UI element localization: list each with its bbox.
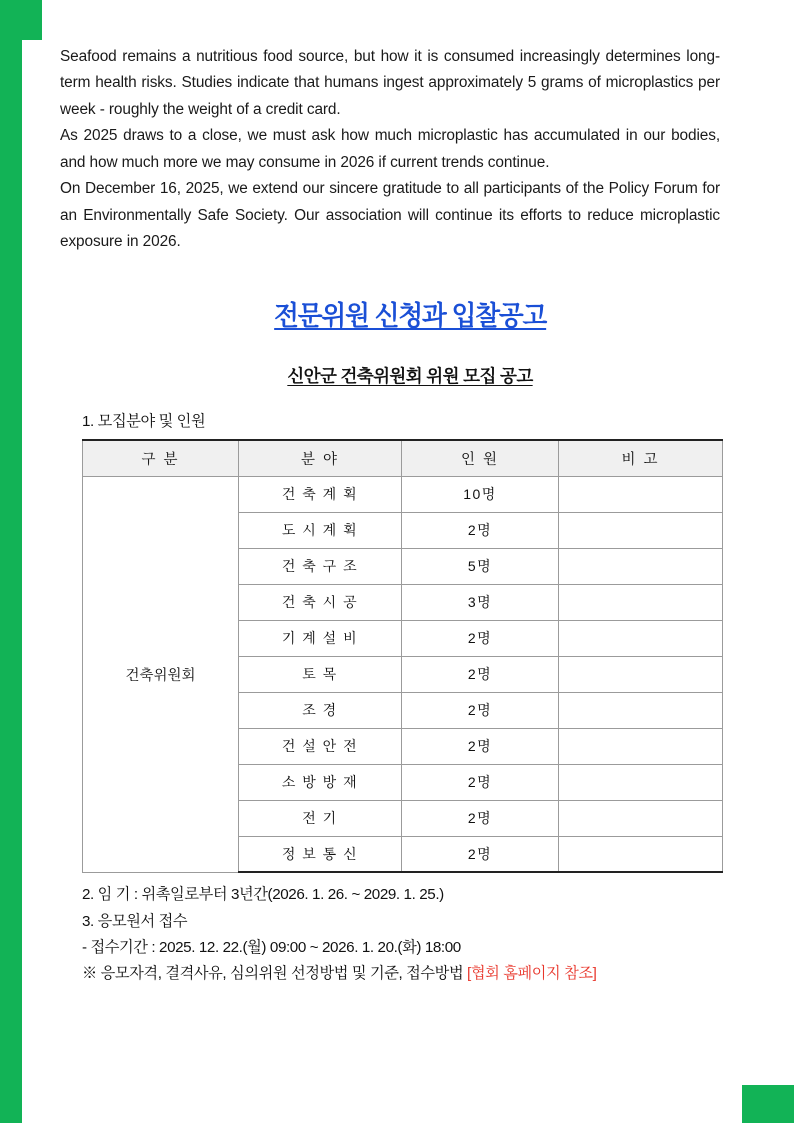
- table-cell-note: [559, 728, 723, 764]
- notice-subtitle-text: 신안군 건축위원회 위원 모집 공고: [287, 365, 533, 386]
- table-cell-count: 2명: [402, 512, 559, 548]
- table-cell-note: [559, 476, 723, 512]
- table-cell-field: 토 목: [239, 656, 402, 692]
- table-cell-note: [559, 764, 723, 800]
- intro-paragraph-2: As 2025 draws to a close, we must ask how much microplastic has accumulated in our bodies, and how much more we may consume in 2026 if current trends continue.: [60, 127, 720, 171]
- notice-reference-line: [82, 961, 760, 987]
- table-cell-note: [559, 584, 723, 620]
- recruitment-table: [82, 439, 723, 873]
- table-cell-category: 건축위원회: [83, 476, 239, 872]
- table-cell-field: 기 계 설 비: [239, 620, 402, 656]
- table-cell-note: [559, 836, 723, 872]
- table-cell-count: 2명: [402, 800, 559, 836]
- table-row: [83, 476, 723, 512]
- section-1-label: 1. 모집분야 및 인원: [82, 412, 206, 430]
- table-cell-field: 소 방 방 재: [239, 764, 402, 800]
- table-cell-field: 조 경: [239, 692, 402, 728]
- table-col-note: 비 고: [559, 440, 723, 476]
- notice-reference-text: ※ 응모자격, 결격사유, 심의위원 선정방법 및 기준, 접수방법: [82, 964, 468, 982]
- table-cell-note: [559, 620, 723, 656]
- table-cell-field: 도 시 계 획: [239, 512, 402, 548]
- table-cell-count: 2명: [402, 728, 559, 764]
- table-col-field: 분 야: [239, 440, 402, 476]
- decor-left-bar: [0, 40, 22, 1123]
- table-cell-field: 건 설 안 전: [239, 728, 402, 764]
- table-header-row: [83, 440, 723, 476]
- table-cell-note: [559, 656, 723, 692]
- document-page: [60, 0, 760, 1123]
- table-cell-count: 3명: [402, 584, 559, 620]
- notice-reference-link[interactable]: [협회 홈페이지 참조]: [467, 964, 597, 982]
- decor-top-left-block: [0, 0, 42, 40]
- table-cell-note: [559, 692, 723, 728]
- table-col-division: 구 분: [83, 440, 239, 476]
- intro-paragraph-3: On December 16, 2025, we extend our sincere gratitude to all participants of the Policy Forum for an Environmentally Safe Society. Our association will continue its efforts to reduce microplastic exposure in 2026.: [60, 180, 720, 251]
- intro-section: [60, 44, 720, 256]
- table-cell-field: 정 보 통 신: [239, 836, 402, 872]
- table-cell-field: 건 축 구 조: [239, 548, 402, 584]
- notice-subtitle: [60, 363, 760, 388]
- table-cell-count: 10명: [402, 476, 559, 512]
- table-cell-field: 건 축 시 공: [239, 584, 402, 620]
- table-cell-count: 2명: [402, 692, 559, 728]
- table-cell-field: 전 기: [239, 800, 402, 836]
- notice-period-line: - 접수기간 : 2025. 12. 22.(월) 09:00 ~ 2026. 1. 20.(화) 18:00: [82, 938, 461, 956]
- notice-term-line: 2. 임 기 : 위촉일로부터 3년간(2026. 1. 26. ~ 2029. 1. 25.): [82, 886, 444, 904]
- notice-details: [60, 882, 760, 987]
- table-cell-count: 2명: [402, 656, 559, 692]
- table-cell-note: [559, 800, 723, 836]
- table-cell-note: [559, 548, 723, 584]
- table-cell-note: [559, 512, 723, 548]
- table-cell-count: 2명: [402, 620, 559, 656]
- blue-section-title-text: 전문위원 신청과 입찰공고: [274, 300, 546, 331]
- blue-section-title: [60, 294, 760, 333]
- table-cell-count: 5명: [402, 548, 559, 584]
- table-cell-count: 2명: [402, 764, 559, 800]
- table-col-count: 인 원: [402, 440, 559, 476]
- table-cell-count: 2명: [402, 836, 559, 872]
- intro-paragraph-1: Seafood remains a nutritious food source, but how it is consumed increasingly determines long-term health risks. Studies indicate that humans ingest approximately 5 grams of microplastics per week - roughly the weight of a credit card.: [60, 48, 720, 118]
- table-cell-field: 건 축 계 획: [239, 476, 402, 512]
- notice-application-line: 3. 응모원서 접수: [82, 912, 188, 930]
